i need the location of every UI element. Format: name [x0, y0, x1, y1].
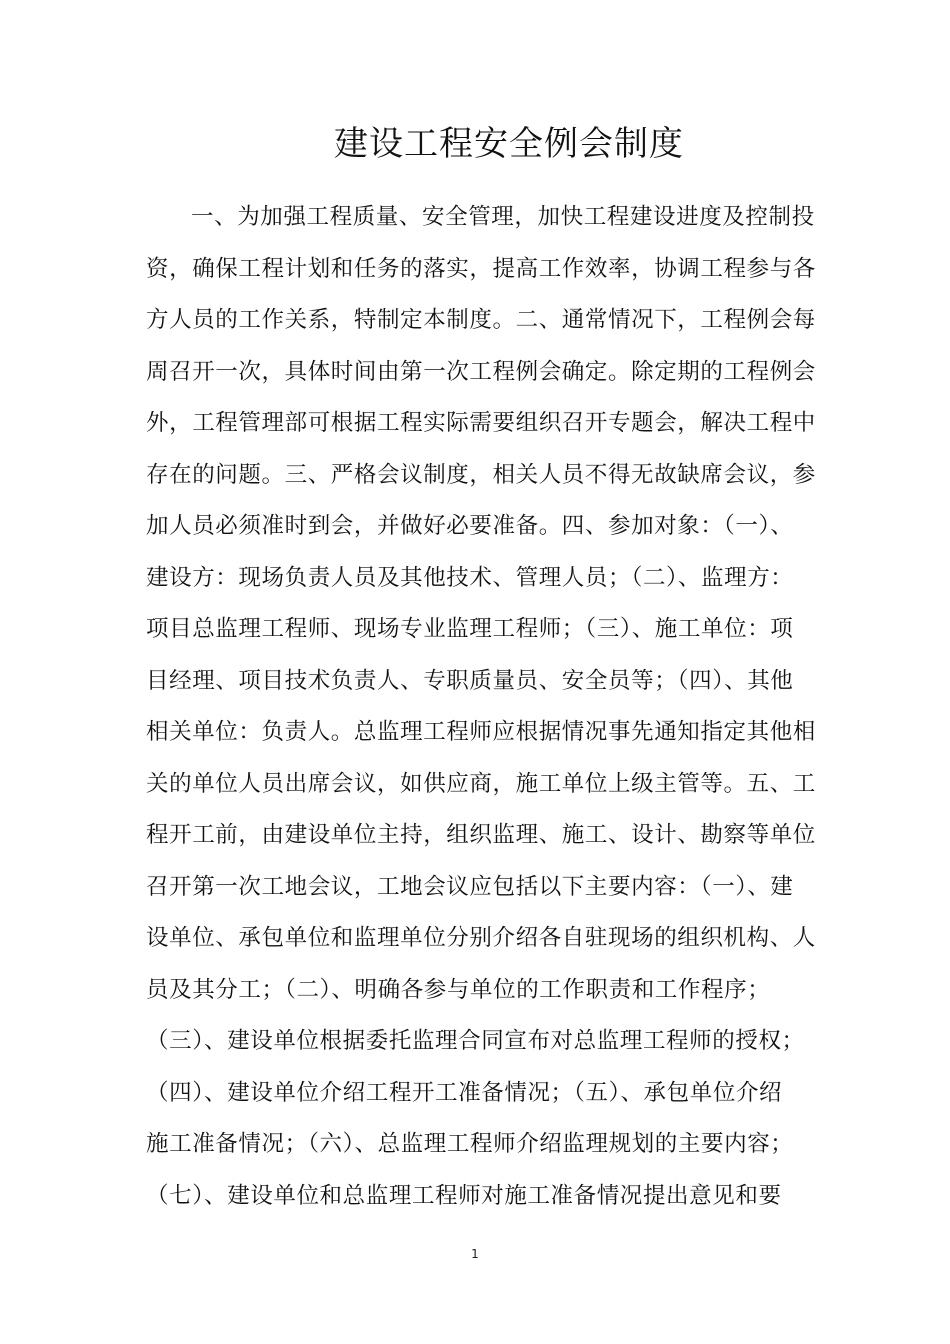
- body-line: （四）、建设单位介绍工程开工准备情况；（五）、承包单位介绍: [146, 1079, 783, 1106]
- body-line: 方人员的工作关系，特制定本制度。二、通常情况下，工程例会每: [146, 307, 816, 333]
- body-line: 建设方：现场负责人员及其他技术、管理人员；（二）、监理方：: [146, 564, 794, 591]
- body-line: 项目总监理工程师、现场专业监理工程师；（三）、施工单位：项: [146, 616, 794, 642]
- body-line: 相关单位：负责人。总监理工程师应根据情况事先通知指定其他相: [146, 719, 816, 745]
- body-line: 外，工程管理部可根据工程实际需要组织召开专题会，解决工程中: [146, 410, 816, 436]
- body-line: 一、为加强工程质量、安全管理，加快工程建设进度及控制投: [191, 204, 815, 230]
- body-line: 设单位、承包单位和监理单位分别介绍各自驻现场的组织机构、人: [146, 925, 816, 951]
- body-line: 资，确保工程计划和任务的落实，提高工作效率，协调工程参与各: [146, 255, 816, 282]
- body-line: 加人员必须准时到会，并做好必要准备。四、参加对象：（一）、: [146, 513, 794, 539]
- body-line: 存在的问题。三、严格会议制度，相关人员不得无故缺席会议，参: [146, 461, 816, 488]
- page-number: 1: [471, 1247, 479, 1261]
- body-line: 关的单位人员出席会议，如供应商，施工单位上级主管等。五、工: [146, 770, 816, 797]
- body-line: 施工准备情况；（六）、总监理工程师介绍监理规划的主要内容；: [146, 1131, 794, 1157]
- document-body: [146, 195, 816, 1225]
- body-line: 周召开一次，具体时间由第一次工程例会确定。除定期的工程例会: [146, 358, 816, 385]
- body-line: （七）、建设单位和总监理工程师对施工准备情况提出意见和要: [146, 1182, 782, 1209]
- body-line: 程开工前，由建设单位主持，组织监理、施工、设计、勘察等单位: [146, 822, 816, 848]
- document-title: 建设工程安全例会制度: [334, 124, 684, 164]
- body-line: 召开第一次工地会议，工地会议应包括以下主要内容：（一）、建: [146, 873, 794, 900]
- body-line: 目经理、项目技术负责人、专职质量员、安全员等；（四）、其他: [146, 667, 794, 694]
- body-line: 员及其分工；（二）、明确各参与单位的工作职责和工作程序；: [146, 976, 771, 1003]
- body-line: （三）、建设单位根据委托监理合同宣布对总监理工程师的授权；: [146, 1028, 805, 1054]
